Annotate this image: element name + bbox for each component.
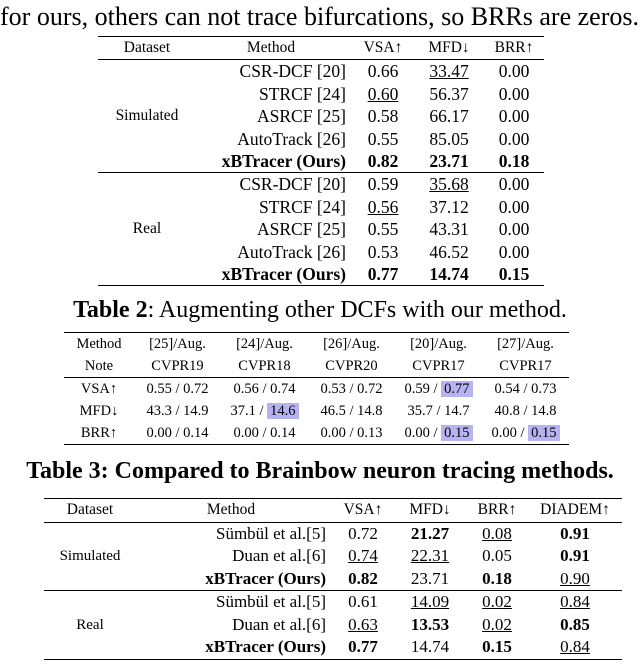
vsa-cell: 0.56 / 0.74: [233, 381, 296, 397]
header-vsa: VSA↑: [363, 39, 403, 56]
brr-cell: 0.00: [498, 83, 530, 104]
highlighted-value: 0.77: [441, 381, 472, 397]
method-cell: xBTracer (Ours): [205, 568, 326, 588]
vsa-cell: 0.59 / 0.77: [395, 378, 482, 401]
caption-label: Table 2: [73, 297, 148, 323]
mfd-cell: 14.74: [410, 637, 450, 656]
brr-cell: 0.15: [482, 637, 512, 656]
method-cell: AutoTrack [26]: [237, 241, 346, 262]
mfd-cell: 14.74: [429, 264, 469, 285]
method-cell: [26]/Aug.: [323, 336, 380, 352]
note-cell: CVPR19: [151, 358, 204, 374]
header-method: Method: [246, 39, 296, 56]
diadem-cell: 0.84: [560, 592, 590, 611]
brr-cell: 0.18: [482, 568, 512, 588]
header-mfd: MFD↓: [409, 501, 451, 518]
method-cell: [25]/Aug.: [149, 336, 206, 352]
mfd-cell: 37.12: [429, 196, 469, 217]
vsa-cell: 0.82: [348, 568, 378, 588]
brr-cell: 0.02: [482, 614, 512, 634]
row-label-mfd: MFD↓: [79, 403, 119, 419]
vsa-cell: 0.53 / 0.72: [320, 381, 383, 397]
vsa-cell: 0.63: [348, 614, 378, 634]
method-cell: xBTracer (Ours): [221, 264, 346, 285]
note-cell: CVPR20: [325, 358, 378, 374]
row-label-vsa: VSA↑: [80, 381, 118, 397]
note-cell: CVPR17: [499, 358, 552, 374]
mfd-cell: 21.27: [410, 523, 450, 543]
brr-cell: 0.00: [498, 128, 530, 149]
vsa-cell: 0.53: [367, 241, 399, 262]
header-dataset: Dataset: [123, 39, 171, 56]
table-3: [44, 498, 622, 660]
vsa-cell: 0.66: [367, 61, 399, 82]
table-1: [98, 36, 544, 286]
method-cell: ASRCF [25]: [257, 106, 346, 127]
diadem-cell: 0.91: [560, 523, 590, 543]
brr-cell: 0.00 / 0.15: [482, 422, 569, 445]
brr-cell: 0.05: [482, 546, 512, 565]
brr-cell: 0.00: [498, 174, 530, 195]
dataset-label: Simulated: [115, 107, 179, 125]
vsa-cell: 0.72: [348, 523, 378, 543]
method-cell: CSR-DCF [20]: [239, 174, 346, 195]
method-cell: STRCF [24]: [258, 196, 346, 217]
table-row: [44, 591, 622, 614]
vsa-cell: 0.77: [348, 637, 378, 656]
intro-sentence: for ours, others can not trace bifurcations, so BRRs are zeros.: [0, 2, 639, 31]
mfd-cell: 85.05: [429, 128, 469, 149]
vsa-cell: 0.58: [367, 106, 399, 127]
table-row: [64, 422, 569, 445]
header-dataset: Dataset: [66, 501, 114, 518]
method-cell: Sümbül et al.[5]: [215, 523, 326, 543]
vsa-cell: 0.55 / 0.72: [146, 381, 209, 397]
row-label-brr: BRR↑: [80, 425, 118, 441]
table-row: [98, 173, 544, 196]
vsa-cell: 0.54 / 0.73: [494, 381, 557, 397]
mfd-cell: 40.8 / 14.8: [494, 403, 557, 419]
vsa-cell: 0.61: [348, 592, 378, 611]
header-vsa: VSA↑: [343, 501, 383, 518]
vsa-cell: 0.59: [367, 174, 399, 195]
mfd-cell: 56.37: [429, 83, 469, 104]
brr-cell: 0.00: [498, 61, 530, 82]
brr-cell: 0.00 / 0.14: [233, 425, 296, 441]
brr-cell: 0.02: [482, 592, 512, 611]
table-row: [64, 400, 569, 422]
vsa-cell: 0.56: [367, 196, 399, 217]
brr-cell: 0.00: [498, 196, 530, 217]
brr-cell: 0.00: [498, 106, 530, 127]
method-cell: Duan et al.[6]: [232, 546, 326, 565]
brr-cell: 0.00: [498, 219, 530, 240]
caption-label: Table 3: [26, 458, 101, 484]
vsa-cell: 0.77: [367, 264, 399, 285]
method-cell: AutoTrack [26]: [237, 128, 346, 149]
diadem-cell: 0.85: [560, 614, 590, 634]
mfd-cell: 43.3 / 14.9: [146, 403, 209, 419]
dataset-label: Simulated: [59, 548, 121, 564]
mfd-cell: 66.17: [429, 106, 469, 127]
table-row: [64, 378, 569, 401]
note-cell: CVPR17: [412, 358, 465, 374]
vsa-cell: 0.55: [367, 219, 399, 240]
header-brr: BRR↑: [477, 501, 517, 518]
table-2: [64, 332, 569, 445]
header-brr: BRR↑: [494, 39, 534, 56]
method-cell: CSR-DCF [20]: [239, 61, 346, 82]
mfd-cell: 33.47: [429, 61, 469, 82]
mfd-cell: 46.5 / 14.8: [320, 403, 383, 419]
header-method: Method: [206, 501, 256, 518]
row-label-method: Method: [76, 336, 122, 352]
method-cell: Duan et al.[6]: [232, 614, 326, 634]
highlighted-value: 0.15: [528, 425, 559, 441]
method-cell: xBTracer (Ours): [221, 151, 346, 172]
diadem-cell: 0.84: [560, 637, 590, 656]
method-cell: [20]/Aug.: [410, 336, 467, 352]
highlighted-value: 0.15: [441, 425, 472, 441]
mfd-cell: 35.68: [429, 174, 469, 195]
brr-cell: 0.00 / 0.13: [320, 425, 383, 441]
mfd-cell: 46.52: [429, 241, 469, 262]
row-label-note: Note: [84, 358, 114, 374]
caption-text: : Compared to Brainbow neuron tracing methods.: [100, 458, 614, 484]
mfd-cell: 35.7 / 14.7: [407, 403, 470, 419]
dataset-label: Real: [76, 616, 104, 633]
header-diadem: DIADEM↑: [540, 501, 610, 518]
brr-cell: 0.00 / 0.15: [395, 422, 482, 445]
brr-cell: 0.08: [482, 523, 512, 543]
brr-cell: 0.00 / 0.14: [146, 425, 209, 441]
diadem-cell: 0.91: [560, 546, 590, 565]
mfd-cell: 22.31: [410, 546, 450, 565]
table-2-caption: [0, 295, 640, 325]
brr-cell: 0.18: [498, 151, 530, 172]
table-3-caption: [0, 456, 640, 486]
dataset-label: Real: [132, 220, 162, 238]
mfd-cell: 13.53: [410, 614, 450, 634]
mfd-cell: 37.1 / 14.6: [221, 400, 308, 422]
method-cell: STRCF [24]: [258, 83, 346, 104]
method-cell: ASRCF [25]: [257, 219, 346, 240]
mfd-cell: 43.31: [429, 219, 469, 240]
method-cell: [27]/Aug.: [497, 336, 554, 352]
method-cell: Sümbül et al.[5]: [215, 592, 326, 611]
brr-cell: 0.00: [498, 241, 530, 262]
method-cell: xBTracer (Ours): [205, 637, 326, 656]
vsa-cell: 0.55: [367, 128, 399, 149]
note-cell: CVPR18: [238, 358, 291, 374]
vsa-cell: 0.60: [367, 83, 399, 104]
mfd-cell: 23.71: [410, 568, 450, 588]
vsa-cell: 0.82: [367, 151, 399, 172]
table-row: [98, 60, 544, 83]
brr-cell: 0.15: [498, 264, 530, 285]
vsa-cell: 0.74: [348, 546, 378, 565]
diadem-cell: 0.90: [560, 568, 590, 588]
caption-text: : Augmenting other DCFs with our method.: [147, 297, 567, 323]
method-cell: [24]/Aug.: [236, 336, 293, 352]
mfd-cell: 23.71: [429, 151, 469, 172]
table-row: [44, 522, 622, 545]
mfd-cell: 14.09: [410, 592, 450, 611]
header-mfd: MFD↓: [428, 39, 470, 56]
highlighted-value: 14.6: [267, 403, 298, 419]
